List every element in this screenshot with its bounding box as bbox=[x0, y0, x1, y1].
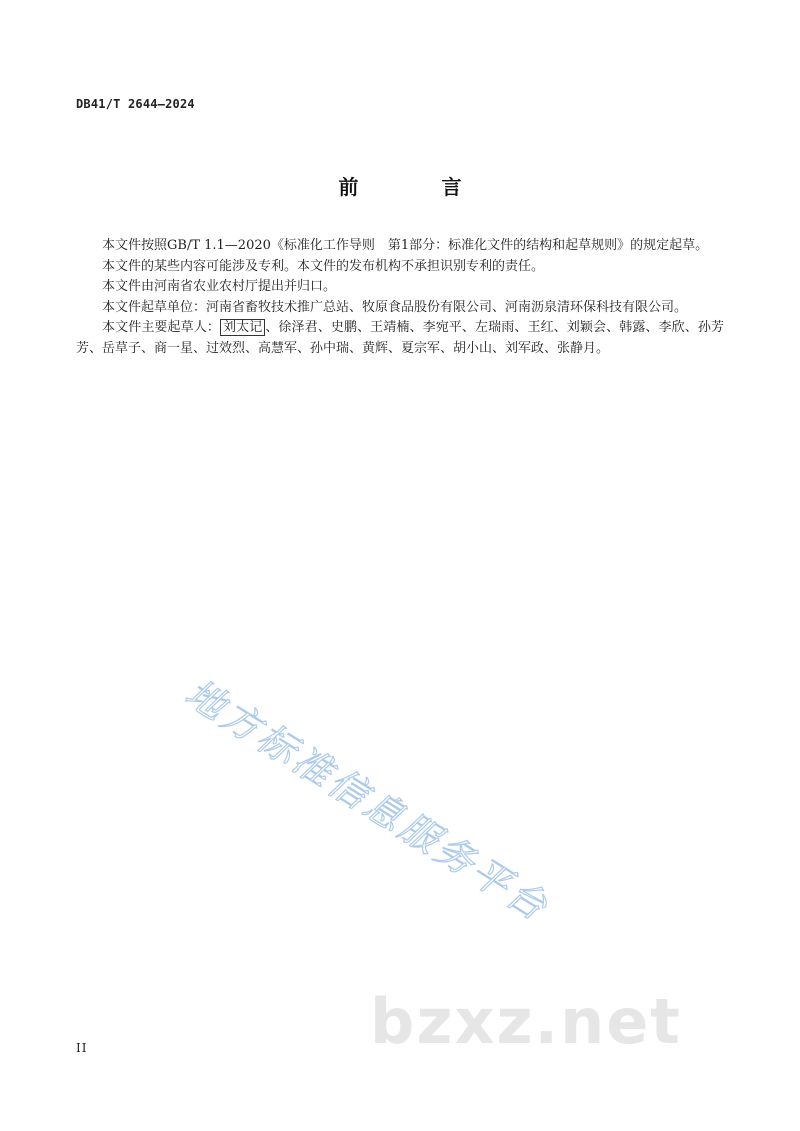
drafters-list: 、徐泽君、史鹏、王靖楠、李宛平、左瑞雨、王红、刘颖会、韩露、李欣、孙芳芳、岳草子、商一星、过效烈、高慧军、孙中瑞、黄辉、夏宗军、胡小山、刘军政、张静月。 bbox=[76, 320, 724, 356]
paragraph-drafters bbox=[76, 318, 724, 359]
page-title: 前 言 bbox=[338, 175, 500, 199]
paragraph-proposer: 本文件由河南省农业农村厅提出并归口。 bbox=[102, 279, 337, 294]
paragraph-drafting-units: 本文件起草单位：河南省畜牧技术推广总站、牧原食品股份有限公司、河南沥泉清环保科技有限公司。 bbox=[102, 299, 688, 315]
foreword-body bbox=[76, 236, 724, 359]
watermark-text: 地方标准信息服务平台 bbox=[177, 670, 558, 931]
document-code: DB41/T 2644—2024 bbox=[76, 97, 195, 111]
first-author-highlight: 刘太记 bbox=[220, 319, 265, 336]
page-number: II bbox=[76, 1041, 88, 1055]
paragraph-patent-notice: 本文件的某些内容可能涉及专利。本文件的发布机构不承担识别专利的责任。 bbox=[102, 258, 545, 274]
paragraph-drafting-rules: 本文件按照GB/T 1.1—2020《标准化工作导则 第1部分：标准化文件的结构和起草规则》的规定起草。 bbox=[102, 238, 709, 253]
site-watermark-logo: bzxz.net bbox=[370, 985, 682, 1058]
drafters-label: 本文件主要起草人： bbox=[102, 320, 220, 335]
